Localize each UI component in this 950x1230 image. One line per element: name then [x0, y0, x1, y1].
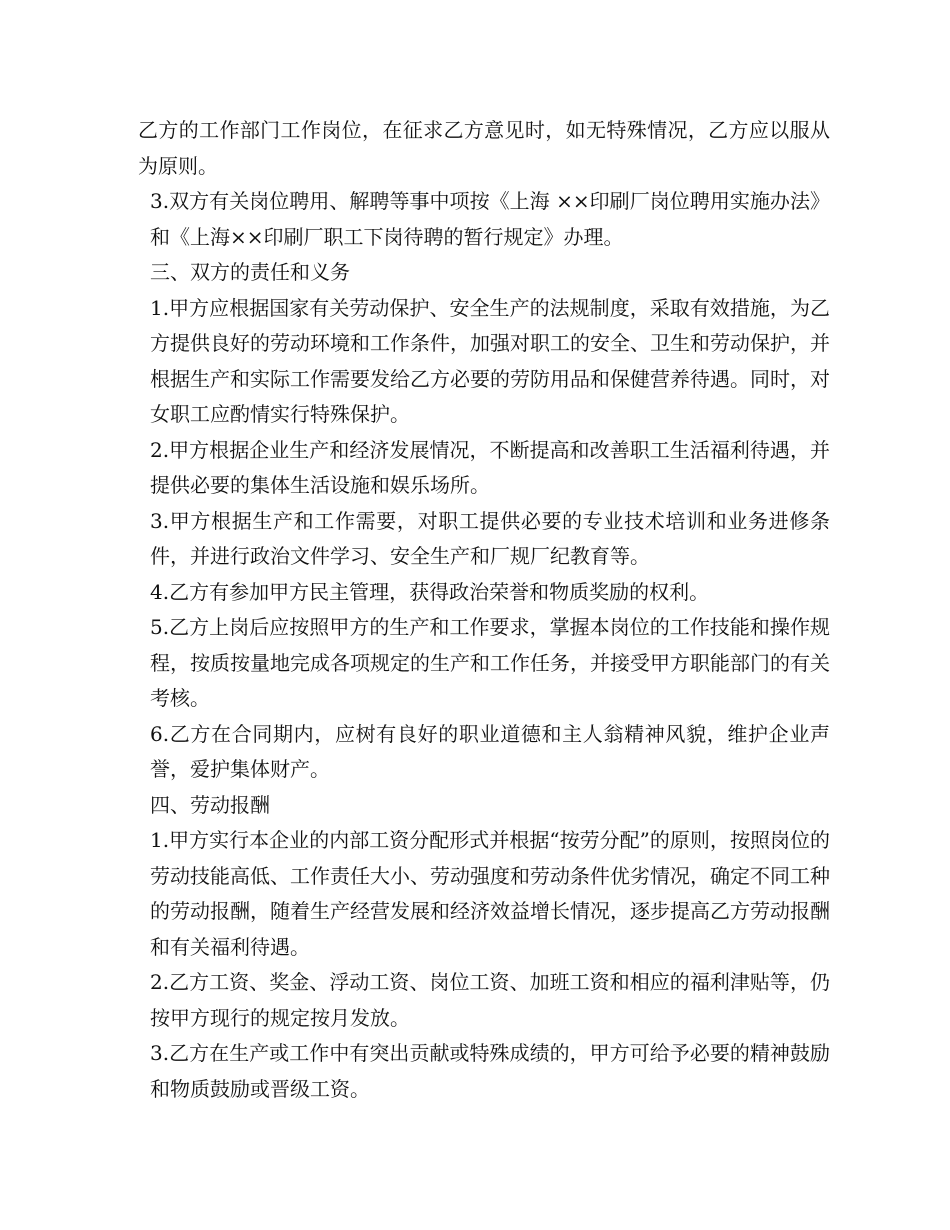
paragraph-clause-3-1: 1.甲方应根据国家有关劳动保护、安全生产的法规制度，采取有效措施，为乙方提供良好的劳动环境和工作条件，加强对职工的安全、卫生和劳动保护，并根据生产和实际工作需要发给乙方必要的劳防用品和保健营养待遇。同时，对女职工应酌情实行特殊保护。	[150, 295, 830, 426]
paragraph-continuation: 乙方的工作部门工作岗位，在征求乙方意见时，如无特殊情况，乙方应以服从为原则。	[138, 118, 830, 178]
paragraph-clause-4-3: 3.乙方在生产或工作中有突出贡献或特殊成绩的，甲方可给予必要的精神鼓励和物质鼓励或晋级工资。	[150, 1041, 830, 1101]
paragraph-clause-3-4: 4.乙方有参加甲方民主管理，获得政治荣誉和物质奖励的权利。	[150, 579, 710, 604]
paragraph-clause-4-1: 1.甲方实行本企业的内部工资分配形式并根据“按劳分配”的原则，按照岗位的劳动技能高低、工作责任大小、劳动强度和劳动条件优劣情况，确定不同工种的劳动报酬，随着生产经营发展和经济效益增长情况，逐步提高乙方劳动报酬和有关福利待遇。	[150, 828, 830, 959]
paragraph-clause-4-2: 2.乙方工资、奖金、浮动工资、岗位工资、加班工资和相应的福利津贴等，仍按甲方现行的规定按月发放。	[150, 970, 830, 1030]
section-heading-4: 四、劳动报酬	[150, 792, 270, 817]
paragraph-clause-3-3: 3.甲方根据生产和工作需要，对职工提供必要的专业技术培训和业务进修条件，并进行政治文件学习、安全生产和厂规厂纪教育等。	[150, 508, 830, 568]
section-heading-3: 三、双方的责任和义务	[150, 260, 350, 284]
paragraph-clause-3-2: 2.甲方根据企业生产和经济发展情况，不断提高和改善职工生活福利待遇，并提供必要的集体生活设施和娱乐场所。	[150, 437, 830, 497]
paragraph-clause-3-5: 5.乙方上岗后应按照甲方的生产和工作要求，掌握本岗位的工作技能和操作规程，按质按量地完成各项规定的生产和工作任务，并接受甲方职能部门的有关考核。	[150, 615, 830, 710]
document-body	[138, 113, 830, 1107]
paragraph-clause-3-6: 6.乙方在合同期内，应树有良好的职业道德和主人翁精神风貌，维护企业声誉，爱护集体财产。	[150, 721, 830, 781]
paragraph-clause-2-3: 3.双方有关岗位聘用、解聘等事中项按《上海 ××印刷厂岗位聘用实施办法》和《上海××印刷厂职工下岗待聘的暂行规定》办理。	[150, 189, 830, 249]
